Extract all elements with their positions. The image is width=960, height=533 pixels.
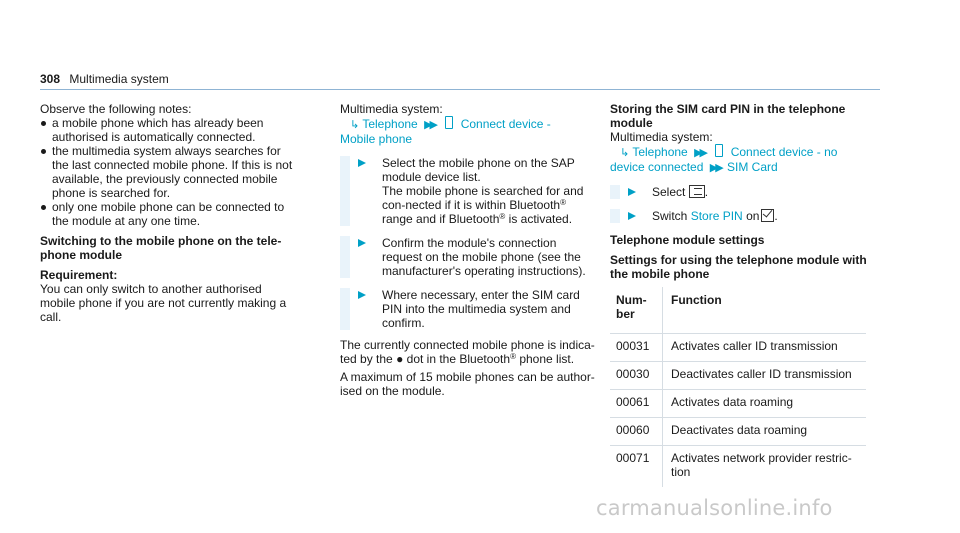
menu-icon <box>689 185 705 198</box>
note-item: only one mobile phone can be connected to the module at any one time. <box>40 200 296 228</box>
table-header-row <box>610 287 866 334</box>
step-arrow-icon <box>358 239 366 247</box>
notes-intro: Observe the following notes: <box>40 102 192 116</box>
step-text: Where necessary, enter the SIM card PIN into the multimedia system and confirm. <box>382 288 580 330</box>
cell-function: Activates network provider restric-tion <box>671 451 852 479</box>
text-part: dot in the Bluetooth <box>406 352 511 366</box>
step-text: Select the mobile phone on the SAP module device list. <box>382 156 575 184</box>
step-text: Switch Store PIN on . <box>652 209 778 223</box>
cell-function: Deactivates data roaming <box>663 418 867 446</box>
header-rule <box>40 89 880 90</box>
step-text-part: is activated. <box>505 212 573 226</box>
system-label: Multimedia system: <box>610 130 713 144</box>
function-table <box>610 287 866 487</box>
column-1 <box>40 102 296 324</box>
text-part: on <box>746 209 760 223</box>
column-header-function: Function <box>663 287 867 334</box>
store-pin-label: Store PIN <box>690 209 743 223</box>
cell-number: 00030 <box>610 362 663 390</box>
step-arrow-icon <box>628 188 636 196</box>
connected-indicator-note <box>340 338 596 366</box>
double-chevron-icon: ▶▶ <box>694 147 705 159</box>
table-row <box>610 390 866 418</box>
note-item: the multimedia system always searches for the last connected mobile phone. If this is not available, the previously connected mobile phone is searched for. <box>40 144 296 200</box>
path-connect-device: Connect device - <box>460 117 551 131</box>
note-item: a mobile phone which has already been authorised is automatically connected. <box>40 116 296 144</box>
column-2 <box>340 102 596 398</box>
table-row <box>610 362 866 390</box>
function-table-frame <box>610 287 870 487</box>
system-label: Multimedia system: <box>340 102 443 116</box>
registered-mark: ® <box>560 198 567 207</box>
step-text: Confirm the module's connection request on the mobile phone (see the manufacturer's operating instructions). <box>382 236 586 278</box>
step-switch <box>610 209 870 223</box>
path-device-connected: device connected <box>610 160 704 174</box>
section-heading: Switching to the mobile phone on the tele-phone module <box>40 234 282 262</box>
path-arrow-icon: ↳ <box>350 119 360 131</box>
step-arrow-icon <box>358 291 366 299</box>
step-text <box>382 184 596 226</box>
section-heading: Storing the SIM card PIN in the telephone module <box>610 102 846 130</box>
column-3 <box>610 102 870 487</box>
table-heading: Settings for using the telephone module with the mobile phone <box>610 253 867 281</box>
cell-function: Deactivates caller ID transmission <box>663 362 867 390</box>
path-telephone: Telephone <box>632 145 688 159</box>
double-chevron-icon: ▶▶ <box>709 162 721 174</box>
step-text-part: range and if Bluetooth <box>382 212 500 226</box>
menu-path <box>340 116 596 132</box>
cell-function: Activates data roaming <box>663 390 867 418</box>
step-1 <box>340 156 596 226</box>
cell-number: 00060 <box>610 418 663 446</box>
text-part: Select <box>652 185 686 199</box>
requirement-text: You can only switch to another authorised mobile phone if you are not currently making a call. <box>40 282 287 324</box>
path-sim-card: SIM Card <box>727 160 778 174</box>
dot-icon: ● <box>396 352 404 366</box>
registered-mark: ® <box>510 352 516 361</box>
table-row <box>610 334 866 362</box>
text-part: The currently connected mobile phone is indica-ted by the <box>340 338 595 366</box>
double-chevron-icon: ▶▶ <box>424 119 435 131</box>
step-text-part: The mobile phone is searched for and con-nected if it is within Bluetooth <box>382 184 584 212</box>
step-select <box>610 185 870 199</box>
table-row <box>610 418 866 446</box>
registered-mark: ® <box>499 212 506 221</box>
checkbox-icon <box>761 209 774 222</box>
section-title: Multimedia system <box>69 72 169 86</box>
cell-number: 00061 <box>610 390 663 418</box>
notes-list <box>40 116 296 228</box>
path-connect-device: Connect device - no <box>730 145 838 159</box>
cell-function: Activates caller ID transmission <box>663 334 867 362</box>
text-part: phone list. <box>515 352 575 366</box>
step-text: Select . <box>652 185 709 199</box>
column-header-number: Num-ber <box>610 287 663 334</box>
path-telephone: Telephone <box>362 117 418 131</box>
path-mobile-phone: Mobile phone <box>340 132 413 146</box>
text-part: Switch <box>652 209 688 223</box>
cell-number: 00031 <box>610 334 663 362</box>
cell-number: 00071 <box>610 446 663 488</box>
watermark: carmanualsonline.info <box>596 496 833 520</box>
path-arrow-icon: ↳ <box>620 147 630 159</box>
mobile-phone-icon <box>715 144 723 157</box>
step-3 <box>340 288 596 330</box>
menu-path <box>610 144 870 160</box>
requirement-label: Requirement: <box>40 268 118 282</box>
table-row <box>610 446 866 488</box>
page-number: 308 <box>40 72 61 86</box>
step-2 <box>340 236 596 278</box>
subheading: Telephone module settings <box>610 233 765 247</box>
step-arrow-icon <box>358 159 366 167</box>
page-header <box>40 72 169 86</box>
max-phones-note: A maximum of 15 mobile phones can be author-ised on the module. <box>340 370 595 398</box>
mobile-phone-icon <box>445 116 453 129</box>
menu-path-cont <box>610 160 870 175</box>
step-arrow-icon <box>628 212 636 220</box>
